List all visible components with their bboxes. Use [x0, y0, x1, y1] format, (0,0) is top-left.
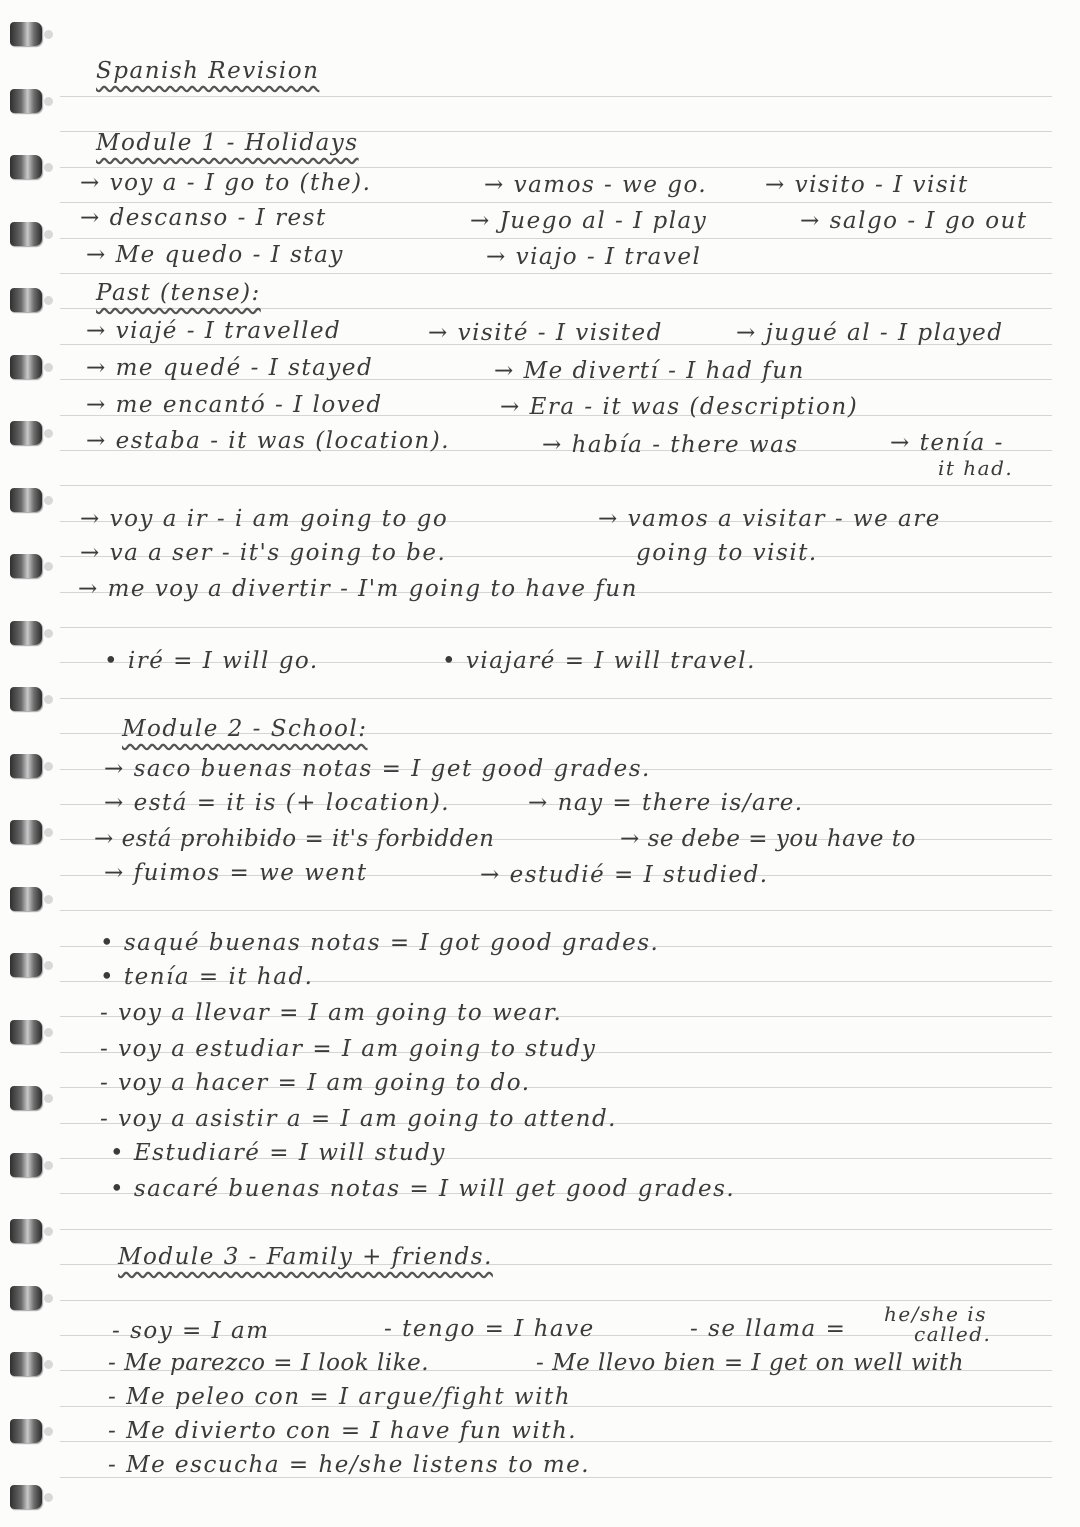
note-line: → voy a ir - i am going to go [80, 506, 449, 532]
ruled-line [60, 167, 1052, 168]
note-line: he/she is [884, 1302, 987, 1326]
punch-hole [44, 1028, 53, 1037]
spiral-binding [0, 0, 60, 1527]
note-line: called. [914, 1322, 992, 1346]
punch-hole [44, 828, 53, 837]
punch-hole [44, 1427, 53, 1436]
note-line: - Me peleo con = I argue/fight with [108, 1384, 572, 1410]
note-line: → Juego al - I play [470, 208, 708, 234]
punch-hole [44, 1094, 53, 1103]
list-item: - voy a estudiar = I am going to study [100, 1036, 597, 1062]
spiral-ring [10, 1485, 42, 1509]
note-line: → me quedé - I stayed [86, 355, 374, 381]
note-line: → se debe = you have to [620, 826, 916, 852]
module2-heading: Module 2 - School: [122, 716, 368, 742]
note-line: - Me parezco = I look like. [108, 1350, 430, 1376]
punch-hole [44, 1493, 53, 1502]
spiral-ring [10, 1419, 42, 1443]
note-line: → nay = there is/are. [528, 790, 804, 816]
past-tense-heading: Past (tense): [96, 280, 261, 306]
note-line: → estaba - it was (location). [86, 428, 451, 454]
ruled-line [60, 273, 1052, 274]
ruled-line [60, 698, 1052, 699]
spiral-ring [10, 488, 42, 512]
note-line: → va a ser - it's going to be. [80, 540, 447, 566]
spiral-ring [10, 89, 42, 113]
spiral-ring [10, 155, 42, 179]
punch-hole [44, 1161, 53, 1170]
punch-hole [44, 496, 53, 505]
punch-hole [44, 1227, 53, 1236]
punch-hole [44, 762, 53, 771]
punch-hole [44, 1360, 53, 1369]
note-line: → visito - I visit [765, 172, 969, 198]
spiral-ring [10, 1352, 42, 1376]
page-title: Spanish Revision [96, 58, 320, 84]
punch-hole [44, 30, 53, 39]
module1-heading: Module 1 - Holidays [96, 130, 359, 156]
note-line: • viajaré = I will travel. [442, 648, 756, 674]
punch-hole [44, 97, 53, 106]
note-line: → visité - I visited [428, 320, 663, 346]
note-line: → había - there was [542, 432, 799, 458]
list-item: • sacaré buenas notas = I will get good grades. [110, 1176, 736, 1202]
ruled-line [60, 308, 1052, 309]
note-line: - soy = I am [112, 1318, 270, 1344]
punch-hole [44, 1294, 53, 1303]
note-line: → descanso - I rest [80, 205, 327, 231]
ruled-line [60, 485, 1052, 486]
note-line: - tengo = I have [384, 1316, 595, 1342]
punch-hole [44, 961, 53, 970]
note-line: → me encantó - I loved [86, 392, 383, 418]
note-line: → estudié = I studied. [480, 862, 769, 888]
spiral-ring [10, 953, 42, 977]
module3-heading: Module 3 - Family + friends. [118, 1244, 493, 1270]
note-line: it had. [938, 456, 1014, 480]
note-line: → saco buenas notas = I get good grades. [104, 756, 651, 782]
note-line: → Me divertí - I had fun [494, 358, 805, 384]
spiral-ring [10, 687, 42, 711]
note-line: → Me quedo - I stay [86, 242, 344, 268]
ruled-line [60, 910, 1052, 911]
spiral-ring [10, 222, 42, 246]
spiral-ring [10, 1153, 42, 1177]
ruled-line [60, 202, 1052, 203]
note-line: - Me escucha = he/she listens to me. [108, 1452, 591, 1478]
note-line: → está = it is (+ location). [104, 790, 451, 816]
note-line: → vamos a visitar - we are [598, 506, 941, 532]
spiral-ring [10, 1286, 42, 1310]
note-line: - se llama = [690, 1316, 847, 1342]
note-line: → jugué al - I played [736, 320, 1004, 346]
note-line: → vamos - we go. [484, 172, 708, 198]
punch-hole [44, 629, 53, 638]
ruled-line [60, 96, 1052, 97]
spiral-ring [10, 887, 42, 911]
spiral-ring [10, 421, 42, 445]
punch-hole [44, 230, 53, 239]
spiral-ring [10, 554, 42, 578]
list-item: - voy a llevar = I am going to wear. [100, 1000, 563, 1026]
spiral-ring [10, 621, 42, 645]
note-line: → voy a - I go to (the). [80, 170, 372, 196]
punch-hole [44, 296, 53, 305]
spiral-ring [10, 754, 42, 778]
punch-hole [44, 429, 53, 438]
ruled-line [60, 238, 1052, 239]
note-line: → salgo - I go out [800, 208, 1028, 234]
punch-hole [44, 695, 53, 704]
punch-hole [44, 562, 53, 571]
list-item: - voy a hacer = I am going to do. [100, 1070, 531, 1096]
punch-hole [44, 895, 53, 904]
note-line: going to visit. [636, 540, 818, 566]
note-line: → tenía - [890, 430, 1004, 456]
spiral-ring [10, 22, 42, 46]
ruled-line [60, 1300, 1052, 1301]
list-item: - voy a asistir a = I am going to attend. [100, 1106, 617, 1132]
ruled-line [60, 1229, 1052, 1230]
list-item: • tenía = it had. [100, 964, 314, 990]
ruled-line [60, 627, 1052, 628]
punch-hole [44, 163, 53, 172]
note-line: • iré = I will go. [104, 648, 319, 674]
spiral-ring [10, 355, 42, 379]
spiral-ring [10, 1219, 42, 1243]
spiral-ring [10, 1086, 42, 1110]
note-line: - Me llevo bien = I get on well with [536, 1350, 965, 1376]
note-line: → me voy a divertir - I'm going to have fun [78, 576, 638, 602]
note-line: → viajé - I travelled [86, 318, 342, 344]
spiral-ring [10, 820, 42, 844]
list-item: • Estudiaré = I will study [110, 1140, 446, 1166]
note-line: → está prohibido = it's forbidden [94, 826, 495, 852]
spiral-ring [10, 1020, 42, 1044]
list-item: • saqué buenas notas = I got good grades. [100, 930, 660, 956]
note-line: → Era - it was (description) [500, 394, 859, 420]
punch-hole [44, 363, 53, 372]
note-line: → viajo - I travel [486, 244, 702, 270]
note-line: → fuimos = we went [104, 860, 368, 886]
spiral-ring [10, 288, 42, 312]
note-line: - Me divierto con = I have fun with. [108, 1418, 578, 1444]
